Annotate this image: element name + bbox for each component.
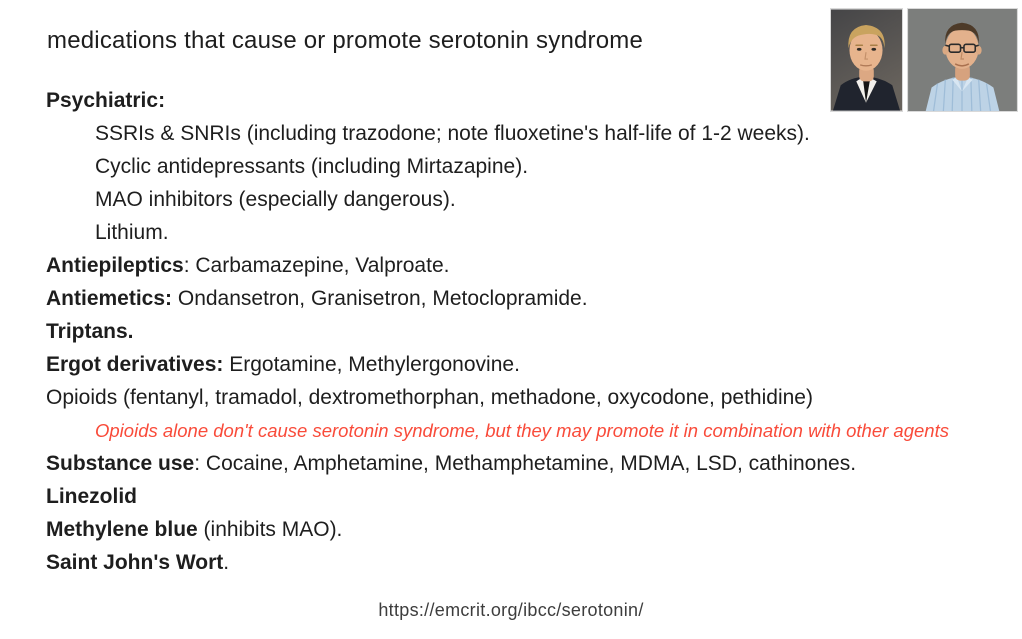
page-title: medications that cause or promote serotonin syndrome [47, 27, 644, 54]
category-label: Saint John's Wort [46, 551, 224, 574]
list-line-antiepileptics [46, 249, 949, 282]
list-line-methylene-blue [46, 513, 949, 546]
list-item-text: Ondansetron, Granisetron, Metoclopramide. [172, 287, 588, 310]
list-item-text: MAO inhibitors (especially dangerous). [95, 188, 456, 211]
list-item-text: SSRIs & SNRIs (including trazodone; note fluoxetine's half-life of 1-2 weeks). [95, 122, 810, 145]
list-line-linezolid [46, 480, 949, 513]
list-line-mao [46, 183, 949, 216]
list-line-substance-use [46, 447, 949, 480]
list-line-psychiatric [46, 84, 949, 117]
category-label: Antiemetics: [46, 287, 173, 310]
list-item-text: (inhibits MAO). [197, 518, 343, 541]
list-line-ergot [46, 348, 949, 381]
list-line-opioids-note [46, 414, 949, 447]
category-label: Ergot derivatives: [46, 353, 224, 376]
list-line-lithium [46, 216, 949, 249]
category-label: Psychiatric: [46, 89, 166, 112]
list-item-text: Cyclic antidepressants (including Mirtazapine). [95, 155, 529, 178]
category-label: Substance use [46, 452, 195, 475]
list-line-antiemetics [46, 282, 949, 315]
category-label: Antiepileptics [46, 254, 184, 277]
list-item-text: . [223, 551, 230, 574]
list-item-text: : Carbamazepine, Valproate. [183, 254, 450, 277]
list-item-text: : Cocaine, Amphetamine, Methamphetamine, MDMA, LSD, cathinones. [194, 452, 857, 475]
category-label: Triptans. [46, 320, 134, 343]
list-item-text: Lithium. [95, 221, 169, 244]
list-line-triptans [46, 315, 949, 348]
list-line-opioids [46, 381, 949, 414]
category-label: Linezolid [46, 485, 137, 508]
list-item-text: Ergotamine, Methylergonovine. [223, 353, 520, 376]
list-line-ssris [46, 117, 949, 150]
medication-list [46, 84, 949, 579]
warning-note-text: Opioids alone don't cause serotonin syndrome, but they may promote it in combination with other agents [95, 420, 949, 441]
category-label: Methylene blue [46, 518, 198, 541]
list-line-cyclic [46, 150, 949, 183]
list-item-text: Opioids (fentanyl, tramadol, dextromethorphan, methadone, oxycodone, pethidine) [46, 386, 813, 409]
list-line-saint-johns-wort [46, 546, 949, 579]
source-url: https://emcrit.org/ibcc/serotonin/ [378, 600, 644, 620]
